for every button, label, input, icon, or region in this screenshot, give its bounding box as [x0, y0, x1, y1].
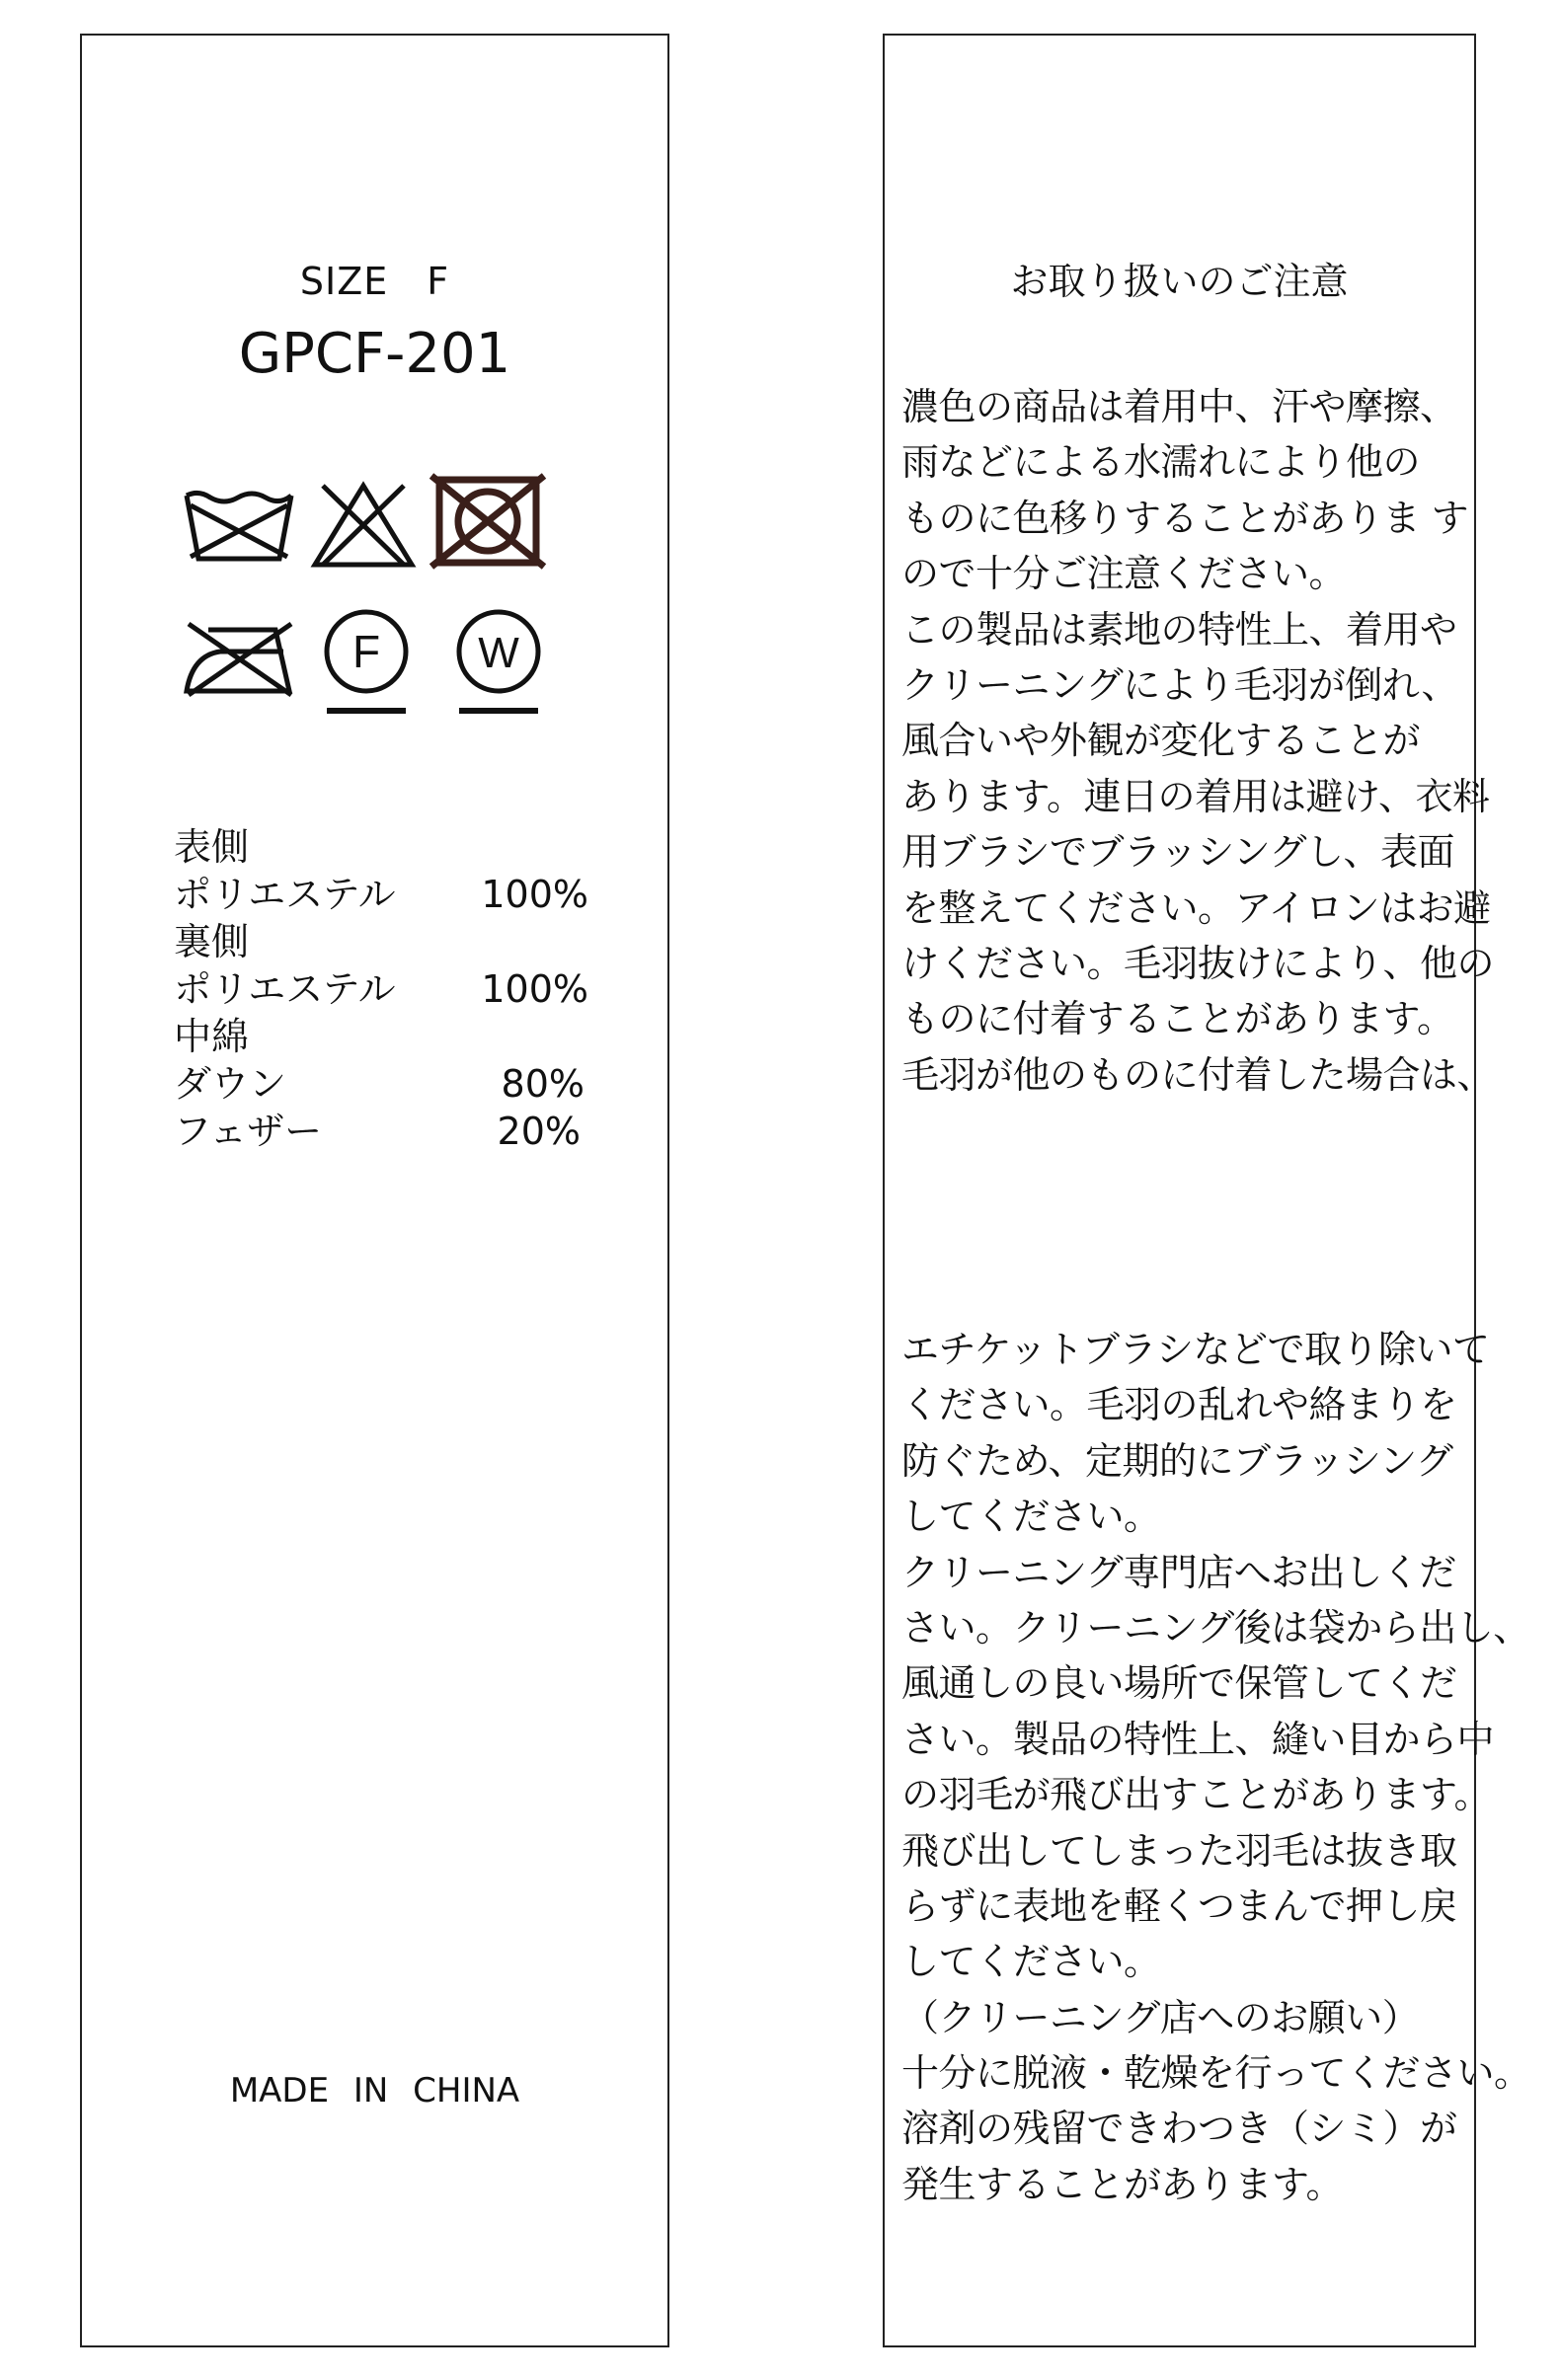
care-line: （クリーニング店へのお願い）	[901, 1995, 1420, 2039]
care-line: してください。	[901, 1495, 1161, 1539]
hand-wash-40-icon	[181, 490, 297, 567]
care-line: 風通しの良い場所で保管してくだ	[901, 1661, 1457, 1706]
composition-row: 裏側	[174, 920, 250, 963]
product-code: GPCF-201	[238, 322, 511, 386]
care-line: ものに付着することがあります。	[901, 997, 1454, 1041]
dry-clean-f-icon	[319, 608, 414, 719]
svg-text:F: F	[351, 626, 381, 677]
no-bleach-icon	[309, 480, 418, 569]
care-line: 十分に脱液・乾燥を行ってください。	[901, 2051, 1531, 2096]
no-iron-icon	[181, 616, 299, 701]
country-of-origin: MADE IN CHINA	[229, 2071, 520, 2111]
care-line: を整えてください。アイロンはお避	[901, 885, 1491, 930]
composition-row: ポリエステル 100%	[174, 873, 588, 916]
care-line: 濃色の商品は着用中、汗や摩擦、	[901, 385, 1457, 428]
care-line: クリーニング専門店へお出しくだ	[901, 1550, 1456, 1594]
wet-clean-w-icon	[451, 608, 546, 719]
care-line: 防ぐため、定期的にブラッシング	[901, 1438, 1453, 1483]
care-instructions-part-2	[901, 1322, 1531, 2212]
svg-text:W: W	[478, 629, 519, 677]
care-symbols	[181, 470, 655, 736]
care-line: らずに表地を軽くつまんで押し戻	[901, 1883, 1457, 1928]
care-instructions-part-1	[901, 379, 1495, 1103]
care-title: お取り扱いのご注意	[1010, 260, 1349, 303]
fabric-label-back	[883, 34, 1531, 2347]
care-line: さい。クリーニング後は袋から出し、	[901, 1605, 1530, 1650]
care-line: ください。毛羽の乱れや絡まりを	[901, 1383, 1457, 1427]
no-tumble-dry-icon	[429, 474, 546, 569]
composition-row: 中綿	[174, 1015, 250, 1058]
fabric-label-front	[80, 34, 669, 2347]
care-line: クリーニングにより毛羽が倒れ、	[901, 662, 1459, 707]
composition-row: ダウン 80%	[174, 1062, 585, 1106]
care-line: 発生することがあります。	[901, 2162, 1343, 2206]
care-line: 飛び出してしまった羽毛は抜き取	[901, 1828, 1457, 1873]
composition-row: 表側	[174, 825, 250, 869]
size-text: SIZE F	[299, 260, 450, 303]
care-line: けください。毛羽抜けにより、他の	[901, 941, 1495, 985]
care-line: 用ブラシでブラッシングし、表面	[901, 830, 1455, 875]
care-line: ので十分ご注意ください。	[901, 552, 1347, 596]
care-line: あります。連日の着用は避け、衣料	[901, 774, 1490, 818]
fiber-composition	[174, 823, 588, 1155]
care-line: 雨などによる水濡れにより他の	[901, 440, 1421, 485]
care-line: 溶剤の残留できわつき（シミ）が	[901, 2107, 1457, 2151]
care-line: 風合いや外観が変化することが	[901, 719, 1421, 763]
care-line: この製品は素地の特性上、着用や	[901, 607, 1457, 652]
care-line: さい。製品の特性上、縫い目から中	[901, 1717, 1495, 1761]
composition-row: フェザー 20%	[174, 1110, 581, 1153]
care-line: ものに色移りすることがありま す	[901, 496, 1469, 540]
care-line: エチケットブラシなどで取り除いて	[901, 1328, 1490, 1371]
care-line: してください。	[901, 1940, 1161, 1984]
composition-row: ポリエステル 100%	[174, 967, 588, 1011]
care-line: 毛羽が他のものに付着した場合は、	[901, 1052, 1495, 1097]
care-line: の羽毛が飛び出すことがあります。	[901, 1773, 1491, 1817]
